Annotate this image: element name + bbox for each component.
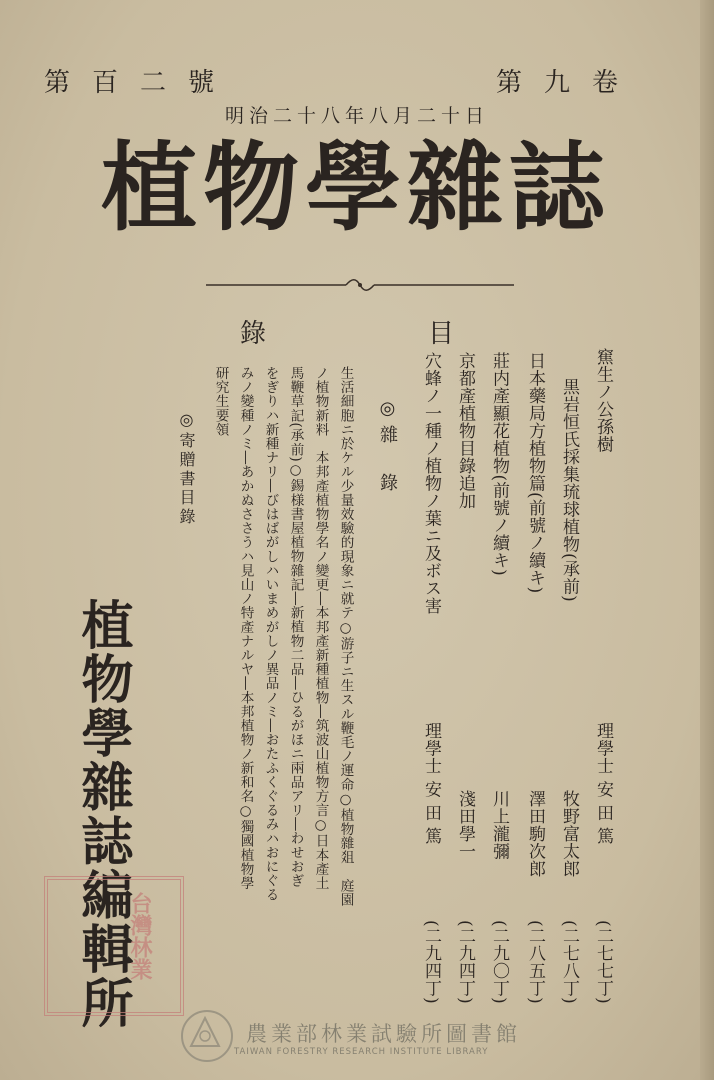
ornament-divider	[206, 278, 514, 292]
misc-section-label: ◎雜 錄	[377, 398, 398, 497]
article-author: 牧野富太郎	[559, 790, 579, 878]
misc-line: 研究生要領	[212, 366, 229, 437]
misc-line: 馬鞭草記(承前)○錫様書屋植物雜記―新植物二品―ひるがほニ兩品アリ―わせおぎ	[287, 366, 304, 888]
article-author: 澤田駒次郎	[525, 790, 545, 878]
gifts-section-label: ◎寄贈書目錄	[177, 410, 196, 527]
misc-line: をぎりハ新種ナリ―びはばがしハいまめがしノ異品ノミ―おたふくぐるみハおにぐる	[262, 366, 279, 902]
article-pages: (二八五丁)	[525, 920, 545, 1005]
article-title: 莊内產顯花植物(前號ノ續キ)	[489, 352, 509, 577]
article-author: 淺田學一	[455, 790, 475, 860]
misc-line: ノ植物新料 本邦產植物學名ノ變更―本邦產新種植物―筑波山植物方言○日本產土	[312, 366, 329, 891]
article-title: 黒岩恒氏採集琉球植物(承前)	[559, 378, 579, 603]
article-title: 穴蜂ノ一種ノ植物ノ葉ニ及ボス害	[421, 352, 441, 615]
article-pages: (二九四丁)	[455, 920, 475, 1005]
article-author: 川上瀧彌	[489, 790, 509, 860]
watermark-library-name: 農業部林業試驗所圖書館	[246, 1022, 521, 1046]
misc-line: みノ變種ノミ―あかぬささうハ見山ノ特產ナルヤ―本邦植物ノ新和名○獨國植物學	[237, 366, 254, 891]
journal-title: 植物學雜誌	[101, 132, 611, 244]
article-title: 日本藥局方植物篇(前號ノ續キ)	[525, 352, 545, 594]
publisher-stamp: 植物學雜誌編輯所	[72, 598, 132, 1030]
library-logo-icon	[181, 1010, 233, 1062]
volume-number: 第九卷	[496, 68, 641, 98]
watermark-library-english: TAIWAN FORESTRY RESEARCH INSTITUTE LIBRARY	[234, 1047, 489, 1057]
article-title: 京都產植物目錄追加	[455, 352, 475, 510]
article-pages: (二九四丁)	[421, 920, 441, 1005]
toc-heading-moku: 目	[428, 319, 455, 349]
article-pages: (二七八丁)	[559, 920, 579, 1005]
issue-number: 第百二號	[44, 68, 237, 98]
seal-text: 台灣林業	[127, 892, 153, 980]
misc-line: 生活細胞ニ於ケル少量效驗的現象ニ就テ○游子ニ生スル鞭毛ノ運命○植物雜爼 庭園	[337, 366, 354, 907]
article-author: 理學士 安 田 篤	[421, 722, 441, 845]
article-author: 理學士 安 田 篤	[593, 722, 613, 845]
article-title: 䆶生ノ公孫樹	[593, 348, 613, 453]
page-spine	[700, 0, 714, 1080]
article-pages: (二七七丁)	[593, 920, 613, 1005]
issue-date: 明治二十八年八月二十日	[224, 105, 489, 127]
library-seal	[44, 876, 184, 1016]
toc-heading-roku: 錄	[240, 319, 267, 349]
article-pages: (二九〇丁)	[489, 920, 509, 1005]
